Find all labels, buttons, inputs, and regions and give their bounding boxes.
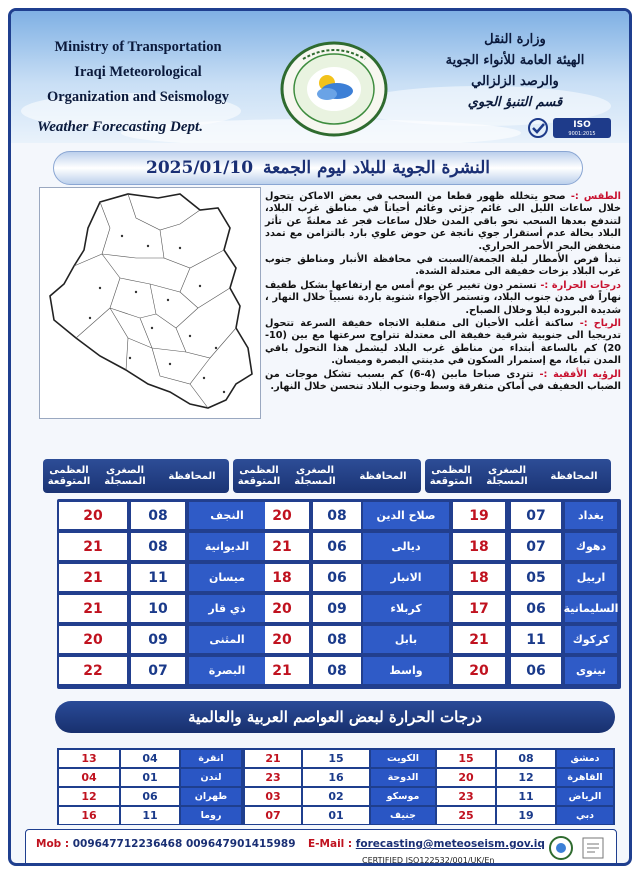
header-province: المحافظة xyxy=(550,470,598,482)
title-text: النشرة الجوية للبلاد ليوم الجمعة xyxy=(263,158,490,178)
organization-logo xyxy=(277,39,391,139)
temperature-paragraph xyxy=(265,280,621,317)
wind-paragraph xyxy=(265,318,621,368)
max-temp: 21 xyxy=(59,595,127,622)
province-name: واسط xyxy=(363,657,449,684)
capital-min-temp: 11 xyxy=(497,788,555,805)
province-name: ميسان xyxy=(189,564,265,591)
header-english xyxy=(29,35,247,110)
footer-mobile xyxy=(36,838,296,850)
province-name: المثنى xyxy=(189,626,265,653)
header-ar-line-3: والرصد الزلزالي xyxy=(471,74,559,89)
min-temp: 07 xyxy=(131,657,185,684)
province-name: دهوك xyxy=(565,533,617,560)
min-temp: 11 xyxy=(131,564,185,591)
capital-max-temp: 07 xyxy=(245,807,301,824)
province-name: بغداد xyxy=(565,502,617,529)
capital-name: طهران xyxy=(181,788,241,805)
capital-name: لندن xyxy=(181,769,241,786)
min-temp: 07 xyxy=(511,502,561,529)
weather-text: صحو يتخلله ظهور قطعا من السحب في بعض الاماكن يتحول خلال ساعات الليل الى غائم جزئي وغائم أحياناً في مناطق غرب البلاد، لتندفع بعدها السحب نحو باقي المدن خلال ساعات فجر غد معلنةً عن تأثر البلاد بحالة عدم أستقرار جوي ناتجة عن حوض علوي بارد بالتزامن مع تمدد منخفض البحر الأحمر الحراري. xyxy=(265,191,621,252)
iraq-map-outline xyxy=(40,188,260,418)
max-temp: 20 xyxy=(59,626,127,653)
min-temp: 08 xyxy=(313,502,361,529)
min-temp: 08 xyxy=(313,657,361,684)
capital-name: الكويت xyxy=(371,750,435,767)
bulletin-frame xyxy=(8,8,632,866)
header-ar-line-2: الهيئة العامة للأنواء الجوية xyxy=(445,53,585,68)
email-label: E-Mail : xyxy=(308,838,353,850)
mobile-label: Mob : xyxy=(36,838,70,850)
capital-name: الدوحة xyxy=(371,769,435,786)
capital-min-temp: 06 xyxy=(121,788,179,805)
capital-name: جنيف xyxy=(371,807,435,824)
max-temp: 20 xyxy=(255,595,309,622)
visibility-label: الرؤيه الأفقية :- xyxy=(539,368,621,380)
capital-min-temp: 04 xyxy=(121,750,179,767)
province-name: النجف xyxy=(189,502,265,529)
capital-max-temp: 21 xyxy=(245,750,301,767)
capital-max-temp: 16 xyxy=(59,807,119,824)
certification-text: CERTIFIED ISO122532/001/UK/En xyxy=(362,856,495,865)
min-temp: 06 xyxy=(313,533,361,560)
max-temp: 21 xyxy=(255,533,309,560)
header xyxy=(11,11,629,143)
min-temp: 06 xyxy=(511,595,561,622)
province-temperature-table xyxy=(57,499,621,689)
min-temp: 09 xyxy=(313,595,361,622)
min-temp: 08 xyxy=(131,502,185,529)
max-temp: 21 xyxy=(59,533,127,560)
max-temp: 20 xyxy=(255,502,309,529)
mobile-numbers: 009647712236468 009647901415989 xyxy=(72,838,296,850)
weather-paragraph-2: تبدأ فرص الأمطار ليلة الجمعة/السبت في محافظة الأنبار ومناطق جنوب غرب البلاد بزخات خفيفة الى معتدلة الشدة. xyxy=(265,254,621,278)
max-temp: 18 xyxy=(255,564,309,591)
wind-text: ساكنة أغلب الأحيان الى متقلبة الاتجاه خفيفة السرعة تتحول تدريجيا الى جنوبية شرقية خفيفة الى معتدلة تتراوح سرعتها مع بين (10- 20) كم بالساعة أبتداء من مناطق غرب البلاد ليشمل هذا التحول باقي المدن تباعا، مع إستمرار السكون في مدينتي البصرة وميسان. xyxy=(265,318,621,367)
header-en-line-1: Ministry of Transportation xyxy=(54,39,222,55)
header-province: المحافظة xyxy=(168,470,216,482)
capital-name: دمشق xyxy=(557,750,613,767)
capital-max-temp: 23 xyxy=(437,788,495,805)
header-province: المحافظة xyxy=(359,470,407,482)
header-max: العظمى المتوقعة xyxy=(429,465,473,487)
capital-max-temp: 12 xyxy=(59,788,119,805)
capital-min-temp: 12 xyxy=(497,769,555,786)
visibility-paragraph xyxy=(265,369,621,394)
capital-name: دبي xyxy=(557,807,613,824)
wind-label: الرياح :- xyxy=(579,318,621,330)
footer-email xyxy=(308,838,545,850)
checkmark-icon xyxy=(527,118,549,138)
temperature-label: درجات الحرارة :- xyxy=(540,279,622,291)
header-en-dept: Weather Forecasting Dept. xyxy=(37,119,203,135)
email-link[interactable]: forecasting@meteoseism.gov.iq xyxy=(355,838,545,850)
iso-badge xyxy=(553,118,611,138)
header-en-line-2: Iraqi Meteorological xyxy=(74,64,202,80)
header-ar-line-1: وزارة النقل xyxy=(484,32,546,47)
province-name: ديالى xyxy=(363,533,449,560)
iraq-map xyxy=(39,187,261,419)
iso-certification xyxy=(527,117,613,139)
iso-sub: 9001:2015 xyxy=(568,131,596,137)
province-name: كربلاء xyxy=(363,595,449,622)
capital-name: الرياض xyxy=(557,788,613,805)
max-temp: 20 xyxy=(59,502,127,529)
min-temp: 08 xyxy=(313,626,361,653)
capitals-title: درجات الحرارة لبعض العواصم العربية والعالمية xyxy=(55,701,615,733)
capital-min-temp: 01 xyxy=(303,807,369,824)
header-en-line-3: Organization and Seismology xyxy=(46,89,230,105)
capital-max-temp: 23 xyxy=(245,769,301,786)
header-ar-dept: قسم التنبؤ الجوي xyxy=(467,95,563,110)
temperature-text: تستمر دون تغيير عن يوم أمس مع إرتفاعها بشكل طفيف نهاراً في مدن جنوب البلاد، وتستمر الأجواء شتوية باردة نسبياً خلال النهار ، شديدة البرودة ليلا وخلال الصباح. xyxy=(265,279,621,316)
min-temp: 06 xyxy=(313,564,361,591)
province-name: السليمانية xyxy=(565,595,617,622)
max-temp: 22 xyxy=(59,657,127,684)
capitals-temperature-table xyxy=(57,748,615,825)
province-name: ذي قار xyxy=(189,595,265,622)
province-header-group xyxy=(425,459,611,493)
capital-max-temp: 25 xyxy=(437,807,495,824)
min-temp: 07 xyxy=(511,533,561,560)
capital-min-temp: 01 xyxy=(121,769,179,786)
capital-max-temp: 15 xyxy=(437,750,495,767)
seal-icon xyxy=(580,834,606,862)
capital-max-temp: 03 xyxy=(245,788,301,805)
capital-min-temp: 16 xyxy=(303,769,369,786)
visibility-text: تتردى صباحا مابين (4-6) كم بسبب تشكل موجات من الضباب الخفيف في أماكن متفرقة وسط وجنوب البلاد تنحسن خلال النهار. xyxy=(265,368,621,393)
min-temp: 11 xyxy=(511,626,561,653)
weather-paragraph xyxy=(265,191,621,253)
header-max: العظمى المتوقعة xyxy=(237,465,281,487)
capital-min-temp: 11 xyxy=(121,807,179,824)
capital-max-temp: 13 xyxy=(59,750,119,767)
iso-text: ISO xyxy=(573,120,591,130)
province-header-group xyxy=(43,459,229,493)
max-temp: 21 xyxy=(453,626,505,653)
province-header-group xyxy=(233,459,421,493)
max-temp: 21 xyxy=(59,564,127,591)
capital-name: موسكو xyxy=(371,788,435,805)
province-name: اربيل xyxy=(565,564,617,591)
max-temp: 17 xyxy=(453,595,505,622)
capital-name: القاهرة xyxy=(557,769,613,786)
certification-logo-icon xyxy=(548,834,574,862)
min-temp: 06 xyxy=(511,657,561,684)
capital-min-temp: 19 xyxy=(497,807,555,824)
max-temp: 21 xyxy=(255,657,309,684)
title-date: 2025/01/10 xyxy=(146,158,254,178)
min-temp: 05 xyxy=(511,564,561,591)
capital-max-temp: 04 xyxy=(59,769,119,786)
province-name: صلاح الدين xyxy=(363,502,449,529)
province-table-headers xyxy=(43,459,611,493)
min-temp: 10 xyxy=(131,595,185,622)
province-name: البصرة xyxy=(189,657,265,684)
max-temp: 19 xyxy=(453,502,505,529)
forecast-text xyxy=(265,191,621,443)
weather-label: الطقس :- xyxy=(570,191,621,202)
header-min: الصغرى المسجلة xyxy=(294,465,336,487)
header-min: الصغرى المسجلة xyxy=(104,465,146,487)
province-name: بابل xyxy=(363,626,449,653)
province-name: كركوك xyxy=(565,626,617,653)
footer xyxy=(25,829,617,866)
province-name: الديوانية xyxy=(189,533,265,560)
capital-min-temp: 08 xyxy=(497,750,555,767)
capital-min-temp: 15 xyxy=(303,750,369,767)
max-temp: 20 xyxy=(255,626,309,653)
max-temp: 20 xyxy=(453,657,505,684)
header-arabic xyxy=(415,29,615,113)
header-min: الصغرى المسجلة xyxy=(486,465,528,487)
header-max: العظمى المتوقعة xyxy=(47,465,91,487)
bulletin-title xyxy=(53,151,583,185)
capital-max-temp: 20 xyxy=(437,769,495,786)
min-temp: 08 xyxy=(131,533,185,560)
max-temp: 18 xyxy=(453,533,505,560)
province-name: نينوى xyxy=(565,657,617,684)
province-name: الانبار xyxy=(363,564,449,591)
max-temp: 18 xyxy=(453,564,505,591)
capital-name: روما xyxy=(181,807,241,824)
capital-name: انقرة xyxy=(181,750,241,767)
capital-min-temp: 02 xyxy=(303,788,369,805)
min-temp: 09 xyxy=(131,626,185,653)
